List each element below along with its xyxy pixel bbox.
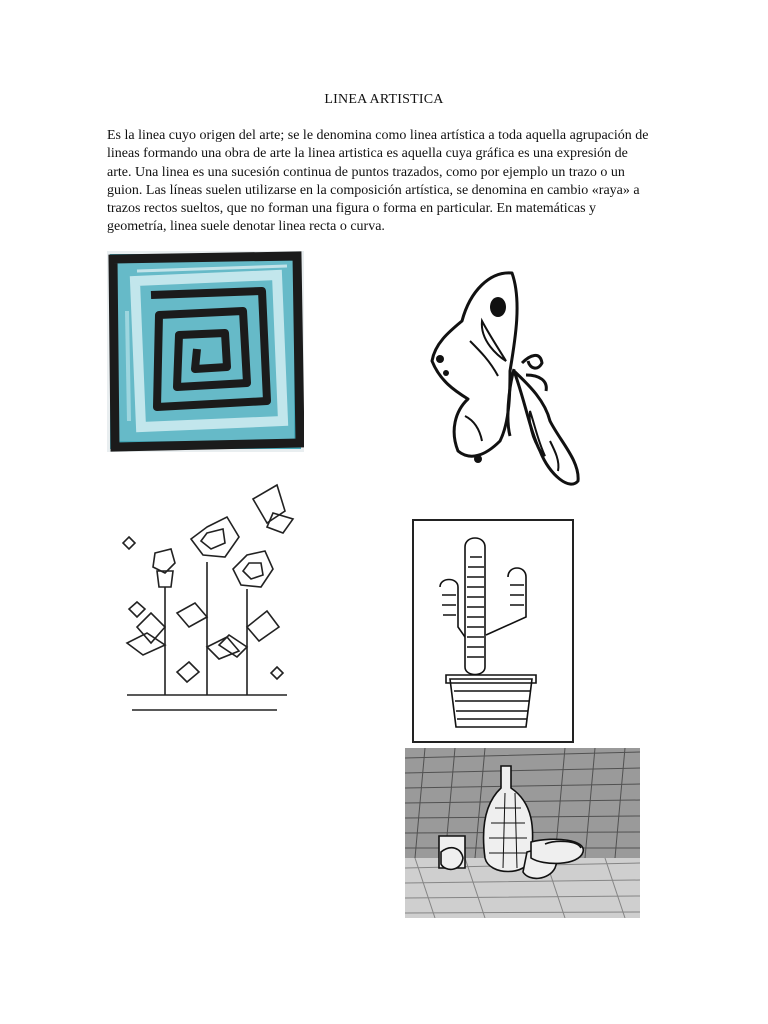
flowers-drawing-image	[107, 477, 300, 722]
spiral-painting-image	[107, 251, 304, 452]
butterfly-drawing-image	[410, 251, 582, 496]
cactus-drawing-image	[410, 517, 576, 745]
still-life-drawing-image	[405, 748, 640, 918]
page-title: LINEA ARTISTICA	[324, 92, 444, 107]
body-paragraph: Es la linea cuyo origen del arte; se le denomina como linea artística a toda aquella agrupación de lineas formando una obra de arte la linea artistica es aquella cuya gráfica es una expresión de arte. Una linea es una sucesión continua de puntos trazados, como por ejemplo un trazo o un guion. Las líneas suelen utilizarse en la composición artística, se denomina en cambio «raya» a trazos rectos sueltos, que no forman una figura o forma en particular. En matemáticas y geometría, linea suele denotar linea recta o curva.	[107, 128, 649, 235]
